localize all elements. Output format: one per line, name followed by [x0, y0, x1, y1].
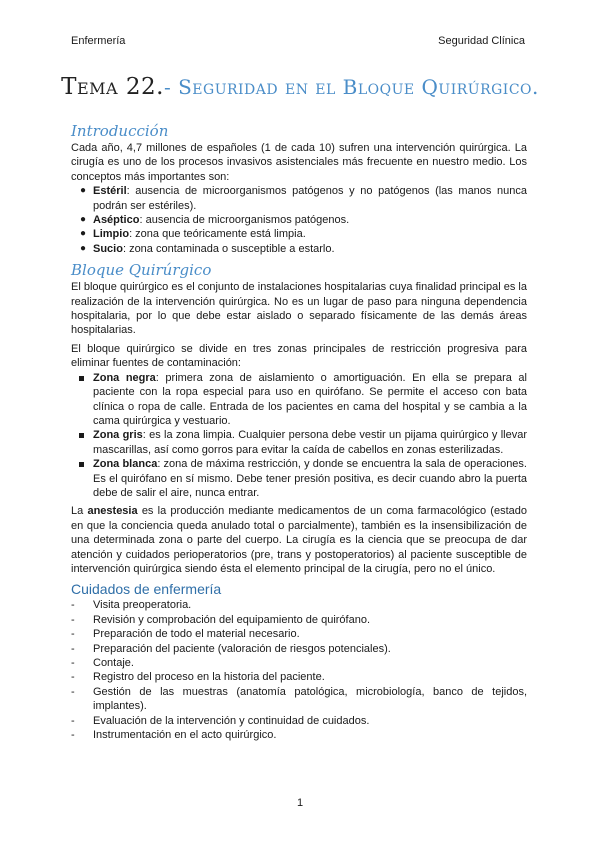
dash-icon: -: [71, 671, 75, 684]
page-title: [0, 74, 600, 100]
zone-desc: : primera zona de aislamiento o amortiguación. En ella se prepara al paciente con la ropa especial para uso en quirófano. Se permite el acceso con bata clínica o ropa de calle. Entrada de los pacientes en cama del hospital y se cambia a la cama quirúrgica y vestuario.: [93, 371, 527, 427]
bloque-paragraph-1: El bloque quirúrgico es el conjunto de instalaciones hospitalarias cuya finalidad principal es la realización de la intervención quirúrgica. No es un lugar de paso para ninguna dependencia hospitalaria, por lo que debe estar aislado o separado físicamente de las demás áreas hospitalarias.: [71, 281, 527, 337]
concept-desc: : ausencia de microorganismos patógenos y no patógenos (las manos nunca podrán ser estériles).: [93, 185, 527, 212]
bloque-heading: Bloque Quirúrgico: [71, 261, 212, 280]
cuidados-item: [71, 656, 527, 670]
dash-icon: -: [71, 729, 75, 742]
concept-term: Sucio: [93, 242, 123, 255]
square-bullet-icon: [79, 462, 84, 467]
dash-icon: -: [71, 613, 75, 626]
concept-desc: : ausencia de microorganismos patógenos.: [139, 214, 350, 227]
bullet-icon: ●: [80, 228, 87, 240]
concept-item: [71, 184, 527, 213]
zone-desc: : es la zona limpia. Cualquier persona debe vestir un pijama quirúrgico y llevar mascarillas, así como gorros para evitar la caída de cabellos en zonas esterilizadas.: [93, 429, 527, 456]
anestesia-paragraph: [71, 504, 527, 576]
page-number: 1: [296, 797, 304, 809]
concept-term: Limpio: [93, 228, 130, 241]
cuidados-text: Registro del proceso en la historia del paciente.: [93, 671, 325, 684]
cuidados-text: Preparación de todo el material necesario.: [93, 628, 300, 641]
bloque-paragraph-2: El bloque quirúrgico se divide en tres zonas principales de restricción progresiva para eliminar fuentes de contaminación:: [71, 342, 527, 370]
cuidados-list: [71, 598, 527, 742]
cuidados-text: Preparación del paciente (valoración de riesgos potenciales).: [93, 642, 391, 655]
dash-icon: -: [71, 657, 75, 669]
concept-item: [71, 213, 527, 227]
intro-text: Cada año, 4,7 millones de españoles (1 de cada 10) sufren una intervención quirúrgica. La cirugía es uno de los procesos invasivos asistenciales más frecuente en nuestro medio. Los conceptos más importantes son:: [71, 142, 527, 183]
square-bullet-icon: [79, 376, 84, 381]
bullet-icon: ●: [80, 185, 87, 197]
zone-list: [71, 371, 527, 501]
cuidados-item: [71, 598, 527, 612]
title-part2: - Seguridad en el Bloque Quirúrgico.: [163, 75, 539, 99]
anestesia-term: anestesia: [87, 505, 138, 518]
content: [71, 121, 527, 742]
cuidados-item: [71, 714, 527, 728]
square-bullet-icon: [79, 433, 84, 438]
concept-desc: : zona que teóricamente está limpia.: [129, 228, 306, 241]
dash-icon: -: [71, 714, 75, 727]
cuidados-text: Contaje.: [93, 657, 134, 669]
cuidados-item: [71, 670, 527, 684]
concept-term: Aséptico: [93, 214, 140, 227]
dash-icon: -: [71, 628, 75, 641]
zone-item: [71, 428, 527, 457]
cuidados-text: Visita preoperatoria.: [93, 599, 192, 612]
bullet-icon: ●: [80, 214, 87, 226]
concept-desc: : zona contaminada o susceptible a estarlo.: [122, 242, 335, 255]
anestesia-post: es la producción mediante medicamentos de un coma farmacológico (estado en que la conciencia queda anulado total o parcialmente), también es la insensibilización de una determinada zona o parte del cuerpo. La cirugía es la ciencia que se preocupa de dar atención y cuidados perioperatorios (pre, trans y postoperatorios) al paciente susceptible de intervención quirúrgica siendo ésta el elemento principal de la cirugía, pero no el único.: [71, 505, 528, 575]
cuidados-item: [71, 613, 527, 627]
cuidados-text: Instrumentación en el acto quirúrgico.: [93, 729, 277, 742]
cuidados-text: Revisión y comprobación del equipamiento de quirófano.: [93, 613, 371, 626]
cuidados-text: Gestión de las muestras (anatomía patológica, microbiología, banco de tejidos, implantes).: [93, 685, 527, 713]
cuidados-item: [71, 642, 527, 656]
header-right: Seguridad Clínica: [438, 35, 525, 47]
cuidados-text: Evaluación de la intervención y continuidad de cuidados.: [93, 714, 370, 727]
zone-term: Zona blanca: [93, 458, 158, 471]
cuidados-item: [71, 627, 527, 641]
dash-icon: -: [71, 685, 75, 698]
zone-item: [71, 457, 527, 500]
concept-item: [71, 242, 527, 256]
cuidados-heading: Cuidados de enfermería: [71, 581, 222, 598]
bullet-icon: ●: [80, 242, 87, 254]
intro-heading: Introducción: [71, 122, 169, 140]
dash-icon: -: [71, 642, 75, 655]
header-left: Enfermería: [71, 35, 126, 47]
concept-list: [71, 184, 527, 256]
dash-icon: -: [71, 599, 75, 612]
concept-item: [71, 227, 527, 241]
title-part1: Tema 22.: [61, 74, 164, 100]
anestesia-pre: La: [71, 505, 88, 518]
concept-term: Estéril: [93, 185, 127, 198]
cuidados-item: [71, 685, 527, 714]
zone-term: Zona gris: [93, 429, 143, 442]
zone-term: Zona negra: [93, 371, 156, 384]
zone-desc: : zona de máxima restricción, y donde se encuentra la sala de operaciones. Es el quirófano en sí mismo. Debe tener presión positiva, es decir cuando abro la puerta debe de salir el aire, nunca entrar.: [93, 458, 527, 499]
zone-item: [71, 371, 527, 429]
cuidados-item: [71, 728, 527, 742]
